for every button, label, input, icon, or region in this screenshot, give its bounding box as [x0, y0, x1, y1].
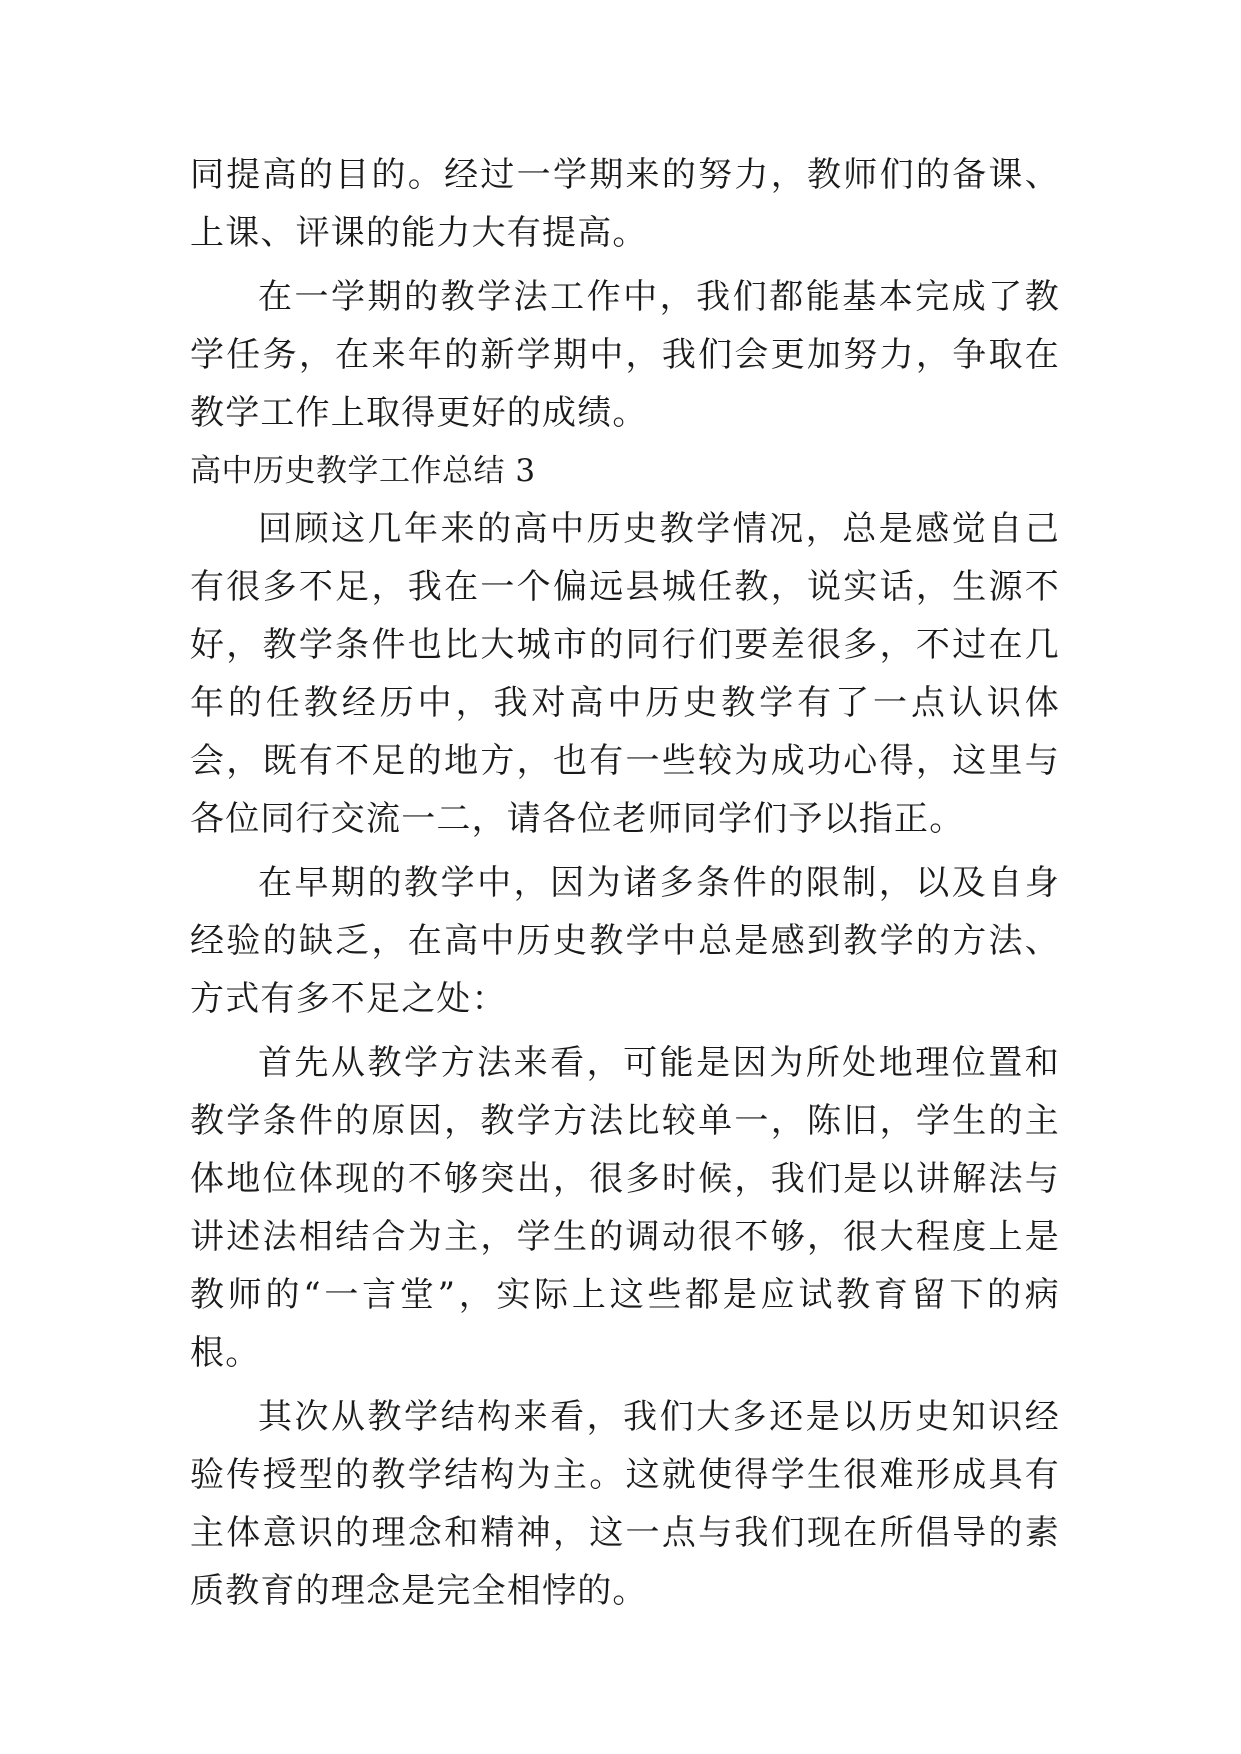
- paragraph-continued: 同提高的目的。经过一学期来的努力，教师们的备课、上课、评课的能力大有提高。: [190, 155, 1060, 253]
- paragraph-summary: 在一学期的教学法工作中，我们都能基本完成了教学任务，在来年的新学期中，我们会更加努力，争取在教学工作上取得更好的成绩。: [190, 277, 1060, 433]
- paragraph-early-teaching: 在早期的教学中，因为诸多条件的限制，以及自身经验的缺乏，在高中历史教学中总是感到教学的方法、方式有多不足之处：: [190, 863, 1060, 1019]
- document-body: [190, 146, 1060, 1620]
- paragraph-teaching-method: 首先从教学方法来看，可能是因为所处地理位置和教学条件的原因，教学方法比较单一，陈旧，学生的主体地位体现的不够突出，很多时候，我们是以讲解法与讲述法相结合为主，学生的调动很不够，很大程度上是教师的“一言堂”，实际上这些都是应试教育留下的病根。: [190, 1043, 1060, 1373]
- paragraph-review: 回顾这几年来的高中历史教学情况，总是感觉自己有很多不足，我在一个偏远县城任教，说实话，生源不好，教学条件也比大城市的同行们要差很多，不过在几年的任教经历中，我对高中历史教学有了一点认识体会，既有不足的地方，也有一些较为成功心得，这里与各位同行交流一二，请各位老师同学们予以指正。: [190, 509, 1060, 839]
- section-heading: 高中历史教学工作总结 3: [190, 453, 536, 489]
- paragraph-teaching-structure: 其次从教学结构来看，我们大多还是以历史知识经验传授型的教学结构为主。这就使得学生很难形成具有主体意识的理念和精神，这一点与我们现在所倡导的素质教育的理念是完全相悖的。: [190, 1397, 1060, 1611]
